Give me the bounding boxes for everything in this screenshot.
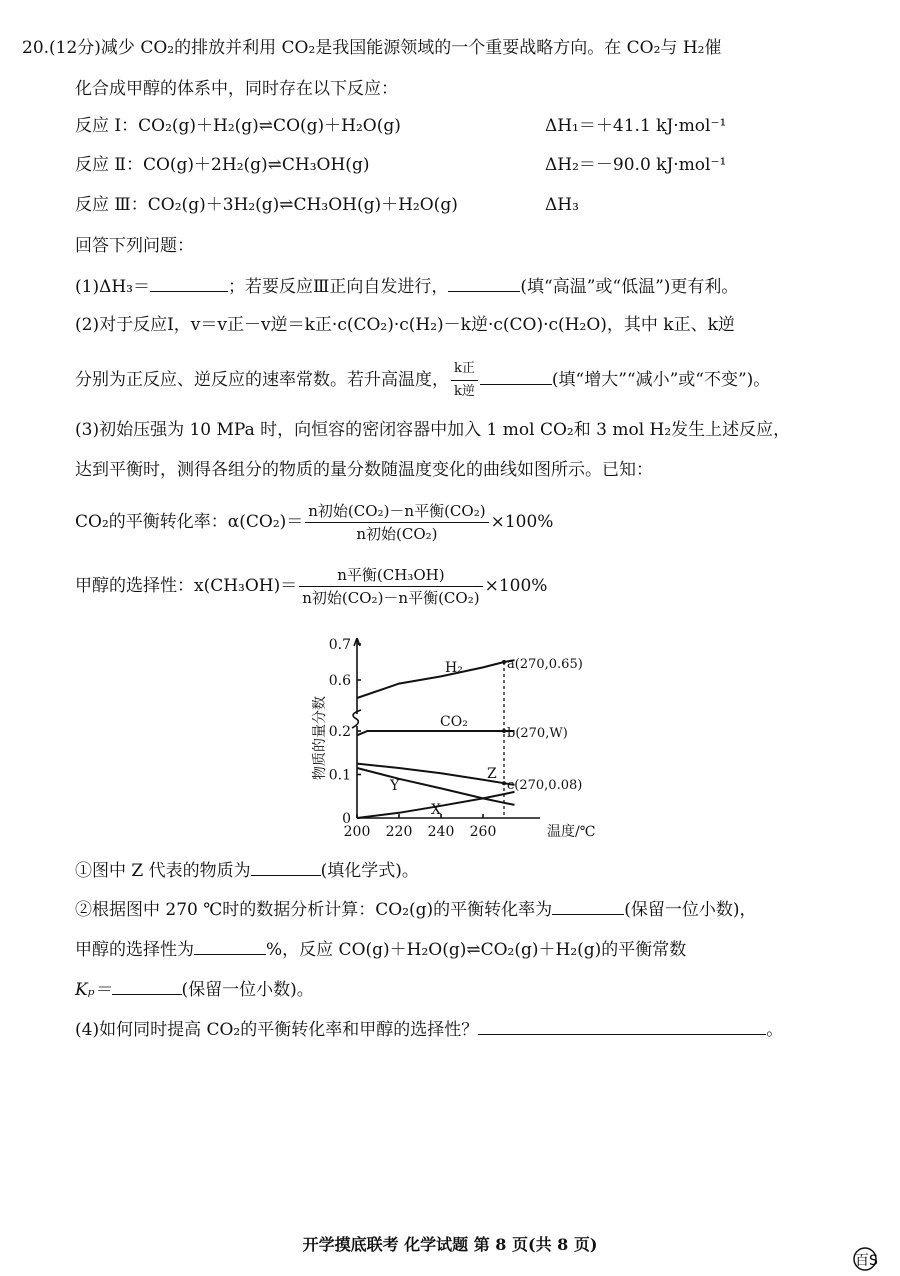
sub2-blank-3[interactable] [112,976,182,995]
sub2-blank-1[interactable] [552,896,624,915]
x-tick-label: 240 [427,824,455,840]
q1-blank-2[interactable] [448,273,520,292]
x-tick-label: 200 [343,824,371,840]
q1-part-a: (1)ΔH₃＝ [75,277,150,297]
question-intro-line1: 20.(12分)减少 CO₂的排放并利用 CO₂是我国能源领域的一个重要战略方向。在 CO₂与 H₂催 [22,38,722,58]
y-tick-label: 0.1 [328,767,351,784]
q4-line [75,1016,783,1042]
series-line [357,731,515,735]
formula-conversion-denominator: n初始(CO₂) [356,525,438,543]
q4-text: (4)如何同时提高 CO₂的平衡转化率和甲醇的选择性？ [75,1020,479,1040]
annotation-label: b(270,W) [507,726,568,741]
formula-conversion-fraction [305,500,488,545]
formula-selectivity-denominator: n初始(CO₂)－n平衡(CO₂) [302,589,480,607]
annotation-point [502,660,506,664]
delta-h3: ΔH₃ [545,195,579,215]
mole-fraction-chart [300,628,620,848]
reaction-3: 反应 Ⅲ：CO₂(g)＋3H₂(g)⇌CH₃OH(g)＋H₂O(g) [75,195,458,215]
sub2-line3-a: Kₚ＝ [75,980,112,1000]
sub2-line2 [75,936,686,962]
sub2-line2-a: 甲醇的选择性为 [75,940,194,960]
y-tick-label: 0.6 [328,673,351,689]
sub2-line1 [75,896,756,922]
annotation-label: a(270,0.65) [507,657,583,672]
y-tick-label: 0 [342,811,351,827]
sub2-line3-b: (保留一位小数)。 [181,980,314,1000]
annotation-point [502,729,506,733]
series-label: X [431,802,441,818]
publisher-logo [852,1242,892,1272]
q4-blank[interactable] [478,1016,766,1035]
formula-selectivity-tail: ×100% [484,576,548,596]
sub2-blank-2[interactable] [194,936,266,955]
series-label: CO₂ [440,714,468,730]
formula-conversion-tail: ×100% [490,512,554,532]
formula-selectivity-fraction [299,564,482,609]
sub2-line3 [75,976,314,1002]
series-line [357,660,515,698]
q2-part-b: (填“增大”“减小”或“不变”)。 [551,370,771,390]
formula-conversion-numerator: n初始(CO₂)－n平衡(CO₂) [305,500,488,523]
formula-selectivity [75,561,547,611]
x-axis-label: 温度/℃ [547,824,596,840]
formula-conversion-label: CO₂的平衡转化率：α(CO₂)＝ [75,512,304,532]
annotation-label: c(270,0.08) [507,778,583,794]
formula-selectivity-label: 甲醇的选择性：x(CH₃OH)＝ [75,576,298,596]
k-ratio-denominator: k逆 [454,384,475,399]
q2-part-a: 分别为正反应、逆反应的速率常数。若升高温度， [75,370,449,390]
series-label: Y [390,778,400,794]
sub1-line [75,857,419,883]
q2-line2 [75,357,770,403]
series-label: Z [487,766,497,782]
k-ratio-numerator: k正 [451,358,478,381]
q2-blank[interactable] [480,366,552,385]
y-tick-label: 0.2 [328,724,351,740]
x-tick-label: 260 [469,824,497,840]
logo-text: 百S [855,1253,878,1269]
delta-h2: ΔH₂＝－90.0 kJ·mol⁻¹ [545,155,727,175]
logo-circle-icon [852,1242,892,1272]
x-tick-label: 220 [385,824,413,840]
delta-h1: ΔH₁＝＋41.1 kJ·mol⁻¹ [545,116,727,136]
q4-end: 。 [766,1020,784,1040]
page-footer: 开学摸底联考 化学试题 第 8 页(共 8 页) [302,1235,598,1254]
formula-conversion [75,497,553,547]
q1-line [75,273,738,299]
sub1-text: ①图中 Z 代表的物质为 [75,861,251,881]
k-ratio-fraction [451,358,478,403]
q1-part-b: ；若要反应Ⅲ正向自发进行， [228,277,449,297]
q2-line1: (2)对于反应Ⅰ，v＝v正－v逆＝k正·c(CO₂)·c(H₂)－k逆·c(CO)·c(H₂O)，其中 k正、k逆 [75,315,735,335]
series-label: H₂ [445,660,463,676]
q1-part-c: (填“高温”或“低温”)更有利。 [520,277,739,297]
answer-prompt: 回答下列问题： [75,236,194,256]
q3-line1: (3)初始压强为 10 MPa 时，向恒容的密闭容器中加入 1 mol CO₂和 3 mol H₂发生上述反应， [75,420,791,440]
reaction-1: 反应 Ⅰ：CO₂(g)＋H₂(g)⇌CO(g)＋H₂O(g) [75,116,401,136]
reaction-2: 反应 Ⅱ：CO(g)＋2H₂(g)⇌CH₃OH(g) [75,155,370,175]
chart-annotations [502,657,583,818]
q3-line2: 达到平衡时，测得各组分的物质的量分数随温度变化的曲线如图所示。已知： [75,460,653,480]
sub2-line1-a: ②根据图中 270 ℃时的数据分析计算：CO₂(g)的平衡转化率为 [75,900,553,920]
chart-series [357,660,515,818]
sub1-tail: (填化学式)。 [320,861,419,881]
sub2-line2-b: %，反应 CO(g)＋H₂O(g)⇌CO₂(g)＋H₂(g)的平衡常数 [266,940,687,960]
sub2-line1-b: (保留一位小数)， [624,900,757,920]
q1-blank-1[interactable] [150,273,228,292]
y-tick-label: 0.7 [328,637,351,653]
annotation-point [502,781,506,785]
formula-selectivity-numerator: n平衡(CH₃OH) [299,564,482,587]
y-axis-label: 物质的量分数 [312,696,328,780]
question-intro-line2: 化合成甲醇的体系中，同时存在以下反应： [75,79,398,99]
sub1-blank[interactable] [251,857,321,876]
